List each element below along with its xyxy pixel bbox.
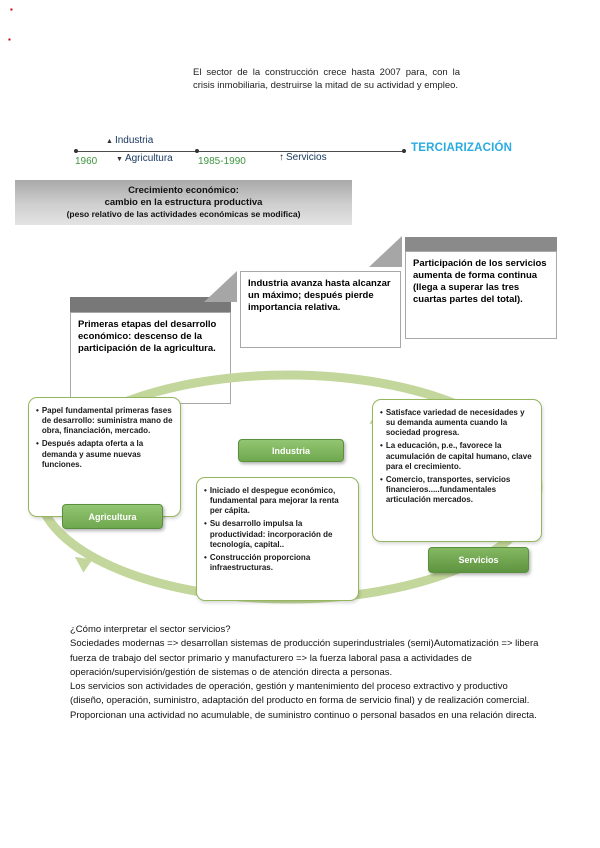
bullet-text: Después adapta oferta a la demanda y asume nuevas funciones.: [41, 439, 144, 469]
bullet-icon: [36, 439, 39, 469]
bullet-icon: [36, 406, 39, 436]
timeline-year-1960: 1960: [75, 156, 98, 167]
terciarizacion-label: TERCIARIZACIÓN: [411, 142, 513, 154]
sector-pill-industria: Industria: [238, 439, 344, 462]
list-item: [380, 408, 534, 438]
bullet-icon: [380, 408, 383, 438]
banner-line1: Crecimiento económico:: [128, 184, 239, 196]
bullet-text: Iniciado el despegue económico, fundamental para mejorar la renta per cápita.: [209, 486, 339, 516]
step-box-industry: Industria avanza hasta alcanzar un máximo; después pierde importancia relativa.: [240, 271, 401, 348]
list-item: [380, 441, 534, 471]
sector-pill-servicios: Servicios: [428, 547, 529, 573]
up-triangle-icon: ▲: [106, 138, 113, 145]
footer-paragraph: Sociedades modernas => desarrollan sistemas de producción superindustriales (semi)Automatización => libera fuerza de trabajo del sector primario y manufacturero => la fuerza laboral pasa a actividades de operación/supervisión/gestión de sistemas o de atención directa a personas.: [70, 638, 539, 678]
banner-line2: cambio en la estructura productiva: [104, 196, 263, 208]
timeline-label-text: Servicios: [286, 152, 327, 163]
footer-text-block: [70, 623, 542, 723]
callout-servicios: [372, 399, 542, 542]
list-item: [36, 406, 173, 436]
bullet-text: Construcción proporciona infraestructuras.: [209, 552, 311, 573]
bullet-text: Comercio, transportes, servicios financieros.....fundamentales articulación mercados.: [385, 474, 511, 505]
bullet-icon: [380, 441, 383, 471]
down-triangle-icon: ▼: [116, 156, 123, 163]
bullet-icon: [204, 553, 207, 573]
bullet-text: Satisface variedad de necesidades y su demanda aumenta cuando la sociedad progresa.: [385, 408, 525, 438]
bullet-text: La educación, p.e., favorece la acumulación de capital humano, clave para el crecimiento.: [385, 441, 532, 471]
list-item: [204, 553, 351, 573]
step-box-services: Participación de los servicios aumenta de forma continua (llega a superar las tres cuartas partes del total).: [405, 251, 557, 339]
callout-agricultura: [28, 397, 181, 517]
footer-paragraph: Los servicios son actividades de operación, gestión y mantenimiento del proceso extractivo y productivo (diseño, operación, suministro, adaptación del producto en forma de servicio final) y de realización comercial. Proporcionan una actividad no acumulable, de suministro continuo o personal basados en una relación directa.: [70, 681, 537, 721]
callout-industria: [196, 477, 359, 601]
footer-question: ¿Cómo interpretar el sector servicios?: [70, 624, 231, 635]
banner-line3: (peso relativo de las actividades económicas se modifica): [66, 209, 301, 220]
sector-pill-agricultura: Agricultura: [62, 504, 163, 529]
list-item: [204, 486, 351, 516]
list-item: [380, 475, 534, 505]
red-annotation-mark: ▪: [8, 35, 11, 44]
bullet-icon: [204, 519, 207, 549]
timeline-label-text: Industria: [114, 135, 154, 146]
bullet-icon: [204, 486, 207, 516]
timeline-label-text: Agricultura: [124, 153, 173, 164]
list-item: [204, 519, 351, 549]
red-annotation-mark: ▪: [10, 5, 13, 14]
step-box-agriculture: Primeras etapas del desarrollo económico: descenso de la participación de la agricultura.: [70, 312, 231, 404]
bullet-text: Papel fundamental primeras fases de desarrollo: suministra mano de obra, financiación, mercado.: [41, 406, 173, 436]
timeline-year-1985-1990: 1985-1990: [198, 156, 246, 167]
list-item: [36, 439, 173, 469]
bullet-text: Su desarrollo impulsa la productividad: incorporación de tecnología, capital..: [209, 519, 333, 549]
up-arrow-icon: ↑: [279, 152, 284, 163]
bullet-icon: [380, 475, 383, 505]
intro-paragraph: El sector de la construcción crece hasta 2007 para, con la crisis inmobiliaria, destruirse la mitad de su actividad y empleo.: [193, 67, 460, 91]
